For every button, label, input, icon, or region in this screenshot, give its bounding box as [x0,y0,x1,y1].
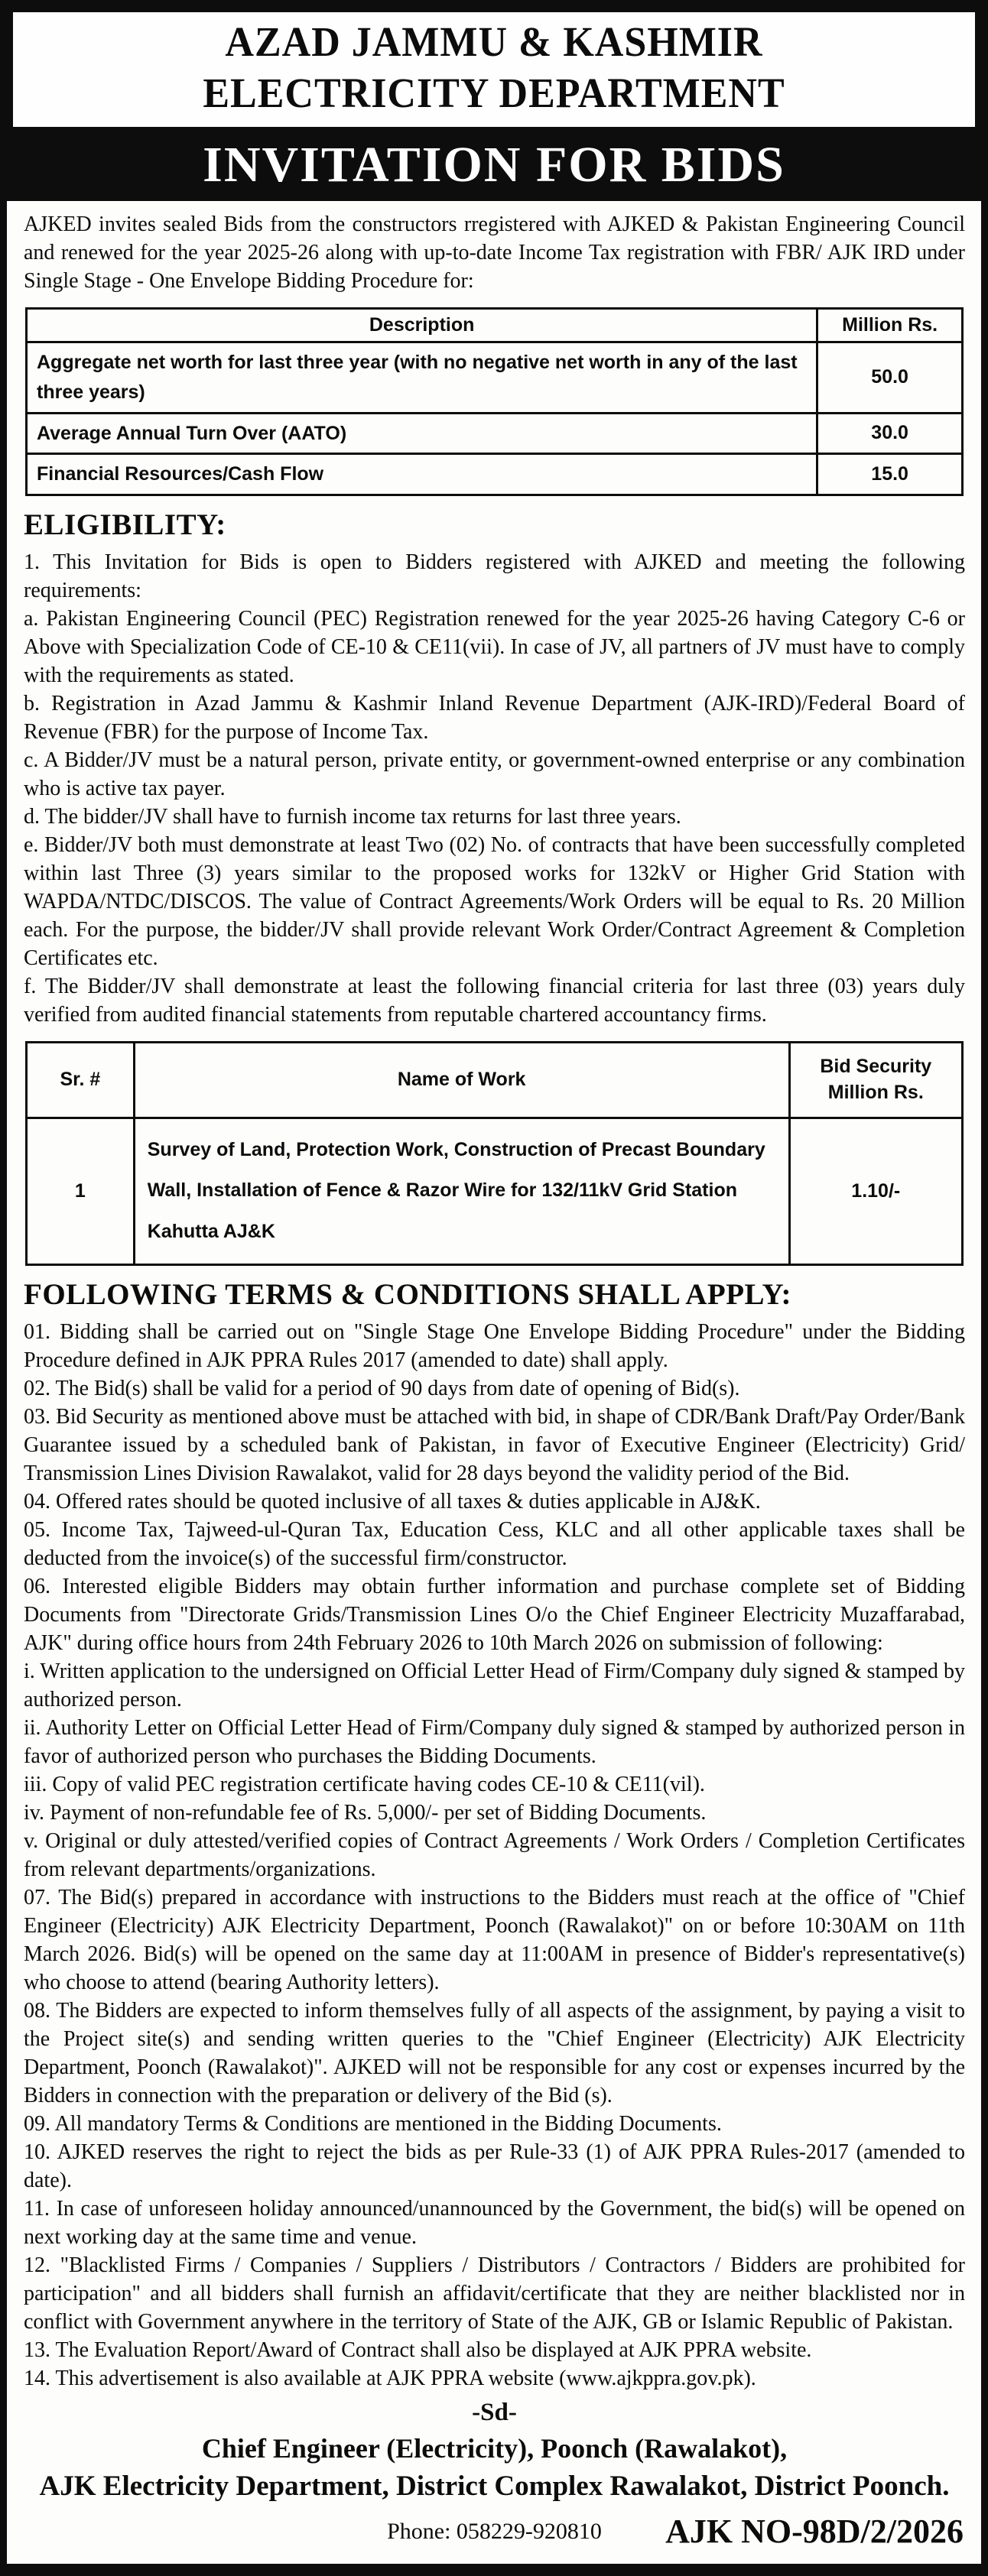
terms-item: 14. This advertisement is also available at AJK PPRA website (www.ajkppra.gov.pk). [24,2366,756,2390]
eligibility-item: c. A Bidder/JV must be a natural person, private entity, or government-owned enterprise or any combination who is active tax payer. [24,748,965,800]
eligibility-item: a. Pakistan Engineering Council (PEC) Registration renewed for the year 2025-26 having Category C-6 or Above with Specialization Code of CE-10 & CE11(vii). In case of JV, all partners of JV must have to comply with the requirements as stated. [24,607,965,687]
terms-item: 01. Bidding shall be carried out on "Single Stage One Envelope Bidding Procedure" under the Bidding Procedure defined in AJK PPRA Rules 2017 (amended to date) shall apply. [24,1319,965,1372]
header-section [7,5,981,201]
terms-item: 12. "Blacklisted Firms / Companies / Suppliers / Distributors / Contractors / Bidders are prohibited for participation" and all bidders shall furnish an affidavit/certificate that they are neither blacklisted nor in conflict with Government anywhere in the territory of State of the AJK, GB or Islamic Republic of Pakistan. [24,2253,965,2334]
advertisement-number: AJK NO-98D/2/2026 [665,2512,964,2550]
cell-value: 15.0 [817,454,963,495]
eligibility-item: f. The Bidder/JV shall demonstrate at least the following financial criteria for last three (03) years duly verified from audited financial statements from reputable chartered accountancy firms. [24,975,965,1027]
terms-item: 04. Offered rates should be quoted inclusive of all taxes & duties applicable in AJ&K. [24,1489,761,1513]
phone-number: Phone: 058229-920810 [387,2518,602,2544]
col-header-name-of-work: Name of Work [134,1043,789,1118]
cell-name-of-work: Survey of Land, Protection Work, Construction of Precast Boundary Wall, Installation of Fence & Razor Wire for 132/11kV Grid Station Kahutta AJ&K [134,1118,789,1264]
financial-criteria-table-wrap [25,307,964,496]
cell-value: 30.0 [817,413,963,454]
terms-subitem: i. Written application to the undersigned on Official Letter Head of Firm/Company duly signed & stamped by authorized person. [24,1659,965,1711]
eligibility-item: d. The bidder/JV shall have to furnish income tax returns for last three years. [24,805,681,829]
cell-bid-security: 1.10/- [789,1118,962,1264]
col-header-bid-security: Bid Security Million Rs. [789,1043,962,1118]
terms-item: 05. Income Tax, Tajweed-ul-Quran Tax, Education Cess, KLC and all other applicable taxes shall be deducted from the invoice(s) of the successful firm/constructor. [24,1517,965,1570]
org-name-line1: AZAD JAMMU & KASHMIR [225,19,763,66]
work-table-wrap [25,1041,964,1266]
terms-item: 09. All mandatory Terms & Conditions are mentioned in the Bidding Documents. [24,2111,722,2136]
sd-line: -Sd- [472,2398,517,2426]
eligibility-item: 1. This Invitation for Bids is open to Bidders registered with AJKED and meeting the following requirements: [24,550,965,602]
cell-sr: 1 [27,1118,135,1264]
terms-item: 08. The Bidders are expected to inform themselves fully of all aspects of the assignment, by paying a visit to the Project site(s) and sending written queries to the "Chief Engineer (Electricity) AJK Electricity Department, Poonch (Rawalakot)". AJKED will not be responsible for any cost or expenses incurred by the Bidders in connection with the preparation or delivery of the Bid (s). [24,1998,965,2107]
col-header-million-rs: Million Rs. [817,309,963,342]
terms-item: 10. AJKED reserves the right to reject the bids as per Rule-33 (1) of AJK PPRA Rules-2017 (amended to date). [24,2140,965,2192]
cell-value: 50.0 [817,342,963,414]
intro-paragraph: AJKED invites sealed Bids from the constructors rregistered with AJKED & Pakistan Engineering Council and renewed for the year 2025-26 along with up-to-date Income Tax registration with FBR/ AJK IRD under Single Stage - One Envelope Bidding Procedure for: [24,213,965,293]
terms-subitem: ii. Authority Letter on Official Letter Head of Firm/Company duly signed & stamped by authorized person in favor of authorized person who purchases the Bidding Documents. [24,1715,965,1768]
cell-description: Aggregate net worth for last three year (with no negative net worth in any of the last three years) [27,342,817,414]
terms-item: 02. The Bid(s) shall be valid for a period of 90 days from date of opening of Bid(s). [24,1376,740,1400]
cell-description: Average Annual Turn Over (AATO) [27,413,817,454]
table-header-row [27,309,963,342]
department-address: AJK Electricity Department, District Complex Rawalakot, District Poonch. [39,2470,950,2502]
eligibility-item: b. Registration in Azad Jammu & Kashmir Inland Revenue Department (AJK-IRD)/Federal Board of Revenue (FBR) for the purpose of Income Tax. [24,692,965,744]
eligibility-item: e. Bidder/JV both must demonstrate at least Two (02) No. of contracts that have been successfully completed within last Three (3) years similar to the proposed works for 132kV or Higher Grid Station with WAPDA/NTDC/DISCOS. The value of Contract Agreements/Work Orders will be equal to Rs. 20 Million each. For the purpose, the bidder/JV shall provide relevant Work Order/Contract Agreement & Completion Certificates etc. [24,833,965,970]
table-row [27,1118,963,1264]
work-table [25,1041,964,1266]
col-header-description: Description [27,309,817,342]
financial-criteria-table [25,307,964,496]
notice-body [7,201,981,2564]
eligibility-heading: ELIGIBILITY: [24,508,226,541]
col-header-sr: Sr. # [27,1043,135,1118]
terms-item: 11. In case of unforeseen holiday announced/unannounced by the Government, the bid(s) will be opened on next working day at the same time and venue. [24,2196,965,2249]
terms-item: 03. Bid Security as mentioned above must be attached with bid, in shape of CDR/Bank Draft/Pay Order/Bank Guarantee issued by a scheduled bank of Pakistan, in favor of Executive Engineer (Electricity) Grid/ Transmission Lines Division Rawalakot, valid for 28 days beyond the validity period of the Bid. [24,1404,965,1485]
terms-subitem: v. Original or duly attested/verified copies of Contract Agreements / Work Orders / Completion Certificates from relevant departments/organizations. [24,1828,965,1881]
cell-description: Financial Resources/Cash Flow [27,454,817,495]
terms-subitem: iii. Copy of valid PEC registration certificate having codes CE-10 & CE11(vil). [24,1772,705,1796]
banner-title: INVITATION FOR BIDS [203,137,785,193]
org-name-line2: ELECTRICITY DEPARTMENT [203,70,785,117]
terms-item: 13. The Evaluation Report/Award of Contract shall also be displayed at AJK PPRA website. [24,2338,812,2362]
terms-heading: FOLLOWING TERMS & CONDITIONS SHALL APPLY: [24,1277,792,1311]
signatory-title: Chief Engineer (Electricity), Poonch (Rawalakot), [201,2432,788,2464]
table-row [27,413,963,454]
table-row [27,454,963,495]
terms-subitem: iv. Payment of non-refundable fee of Rs. 5,000/- per set of Bidding Documents. [24,1800,707,1825]
terms-item: 06. Interested eligible Bidders may obtain further information and purchase complete set of Bidding Documents from "Directorate Grids/Transmission Lines O/o the Chief Engineer Electricity Muzaffarabad, AJK" during office hours from 24th February 2026 to 10th March 2026 on submission of following: [24,1574,965,1655]
masthead [11,10,977,129]
terms-item: 07. The Bid(s) prepared in accordance with instructions to the Bidders must reach at the office of "Chief Engineer (Electricity) AJK Electricity Department, Poonch (Rawalakot)" on or before 10:30AM on 11th March 2026. Bid(s) will be opened on the same day at 11:00AM in presence of Bidder's representative(s) who choose to attend (bearing Authority letters). [24,1885,965,1994]
phone-row [24,2509,965,2556]
table-row [27,342,963,414]
table-header-row [27,1043,963,1118]
signature-block [24,2396,965,2556]
